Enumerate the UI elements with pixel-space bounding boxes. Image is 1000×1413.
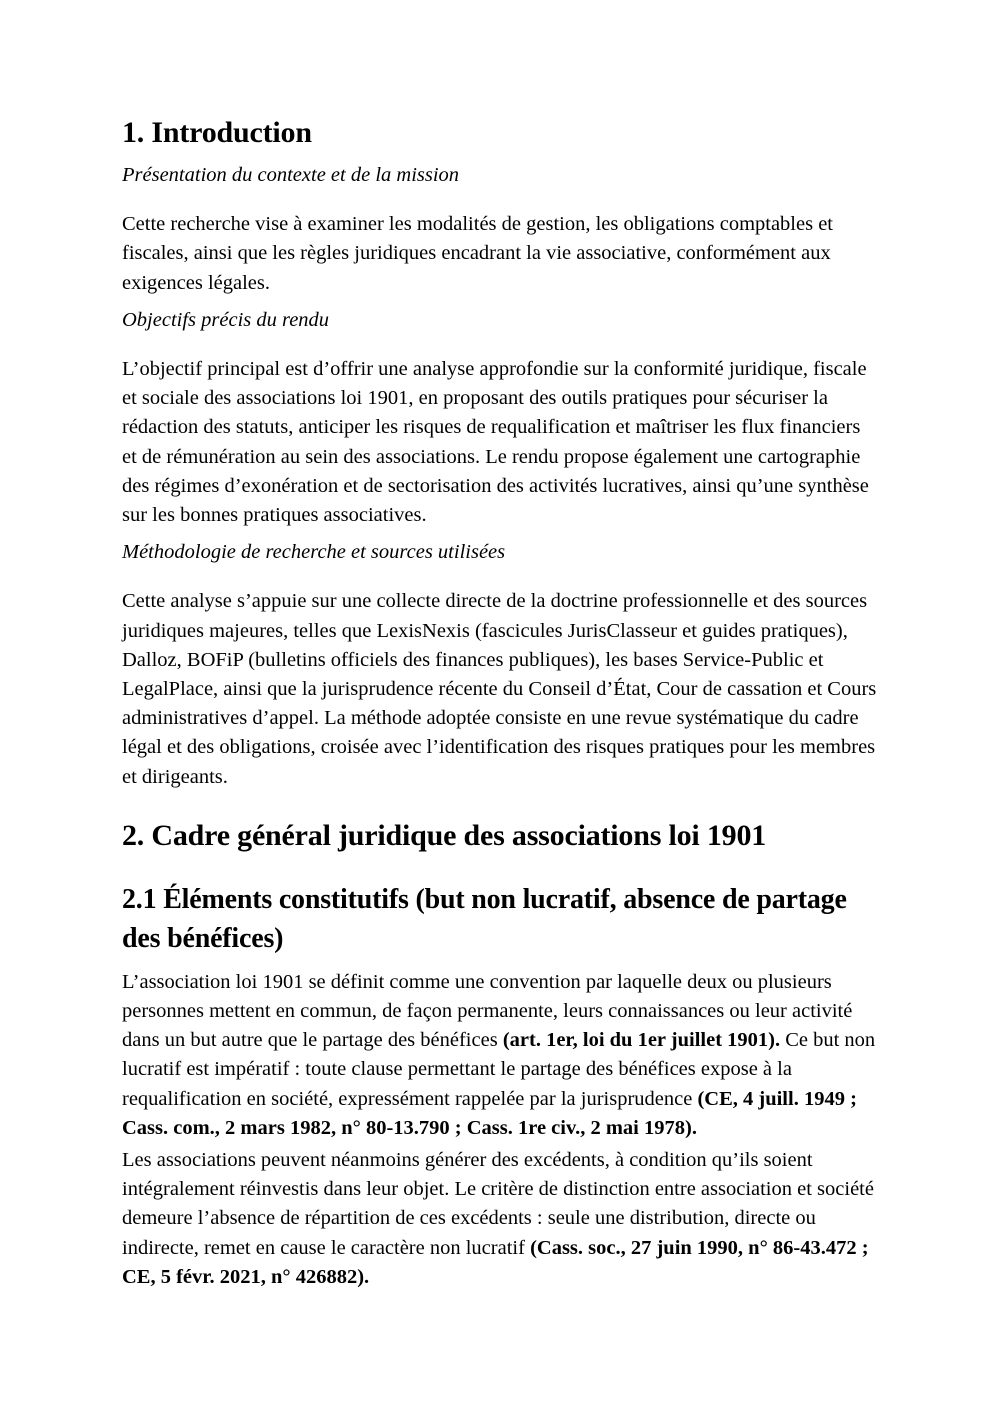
text-run: L’objectif principal est d’offrir une analyse approfondie sur la conformité juridique, fiscale et sociale des associations loi 1901, en proposant des outils pratiques pour sécuriser la rédaction des statuts, anticiper les risques de requalification et maîtriser les flux financiers et de rémunération au sein des associations. Le rendu propose également une cartographie des régimes d’exonération et de sectorisation des activités lucratives, ainsi qu’une synthèse sur les bonnes pratiques associatives. <box>122 358 869 527</box>
body-paragraph <box>122 968 878 1143</box>
italic-subheading-methodologie: Méthodologie de recherche et sources utilisées <box>122 541 506 564</box>
italic-subheading-objectifs: Objectifs précis du rendu <box>122 308 330 331</box>
text-run: L’association loi 1901 se définit comme une convention par laquelle deux ou plusieurs personnes mettent en commun, de façon permanente, leurs connaissances ou leur activité dans un but autre que le partage des bénéfices <box>122 970 853 1052</box>
section-heading-cadre-general: 2. Cadre général juridique des associations loi 1901 <box>122 818 767 852</box>
body-paragraph <box>122 210 878 298</box>
body-paragraph <box>122 355 878 530</box>
body-paragraph <box>122 587 878 791</box>
section-heading-introduction: 1. Introduction <box>122 116 312 149</box>
subsection-heading-elements-constitutifs: 2.1 Éléments constitutifs (but non lucratif, absence de partage des bénéfices) <box>122 883 847 954</box>
citation-run: (CE, 4 juill. 1949 ; Cass. com., 2 mars 1982, n° 80-13.790 ; Cass. 1re civ., 2 mai 1978). <box>122 1087 857 1139</box>
italic-subheading-presentation: Présentation du contexte et de la mission <box>122 164 460 186</box>
text-run: Les associations peuvent néanmoins générer des excédents, à condition qu’ils soient intégralement réinvestis dans leur objet. Le critère de distinction entre association et société demeure l’absence de répartition de ces excédents : seule une distribution, directe ou indirecte, remet en cause le caractère non lucratif <box>122 1149 874 1259</box>
body-paragraph <box>122 1146 878 1292</box>
text-run: Ce but non lucratif est impératif : toute clause permettant le partage des bénéfices expose à la requalification en société, expressément rappelée par la jurisprudence <box>122 1029 876 1110</box>
document-content <box>122 113 878 1295</box>
text-run: Cette recherche vise à examiner les modalités de gestion, les obligations comptables et fiscales, ainsi que les règles juridiques encadrant la vie associative, conformément aux exigences légales. <box>122 213 834 294</box>
text-run: Cette analyse s’appuie sur une collecte directe de la doctrine professionnelle et des sources juridiques majeures, telles que LexisNexis (fascicules JurisClasseur et guides pratiques), Dalloz, BOFiP (bulletins officiels des finances publiques), les bases Service-Public et LegalPlace, ainsi que la jurisprudence récente du Conseil d’État, Cour de cassation et Cours administratives d’appel. La méthode adoptée consiste en une revue systématique du cadre légal et des obligations, croisée avec l’identification des risques pratiques pour les membres et dirigeants. <box>122 590 877 788</box>
citation-run: (Cass. soc., 27 juin 1990, n° 86-43.472 ; CE, 5 févr. 2021, n° 426882). <box>122 1236 869 1288</box>
citation-run: (art. 1er, loi du 1er juillet 1901). <box>502 1029 781 1052</box>
